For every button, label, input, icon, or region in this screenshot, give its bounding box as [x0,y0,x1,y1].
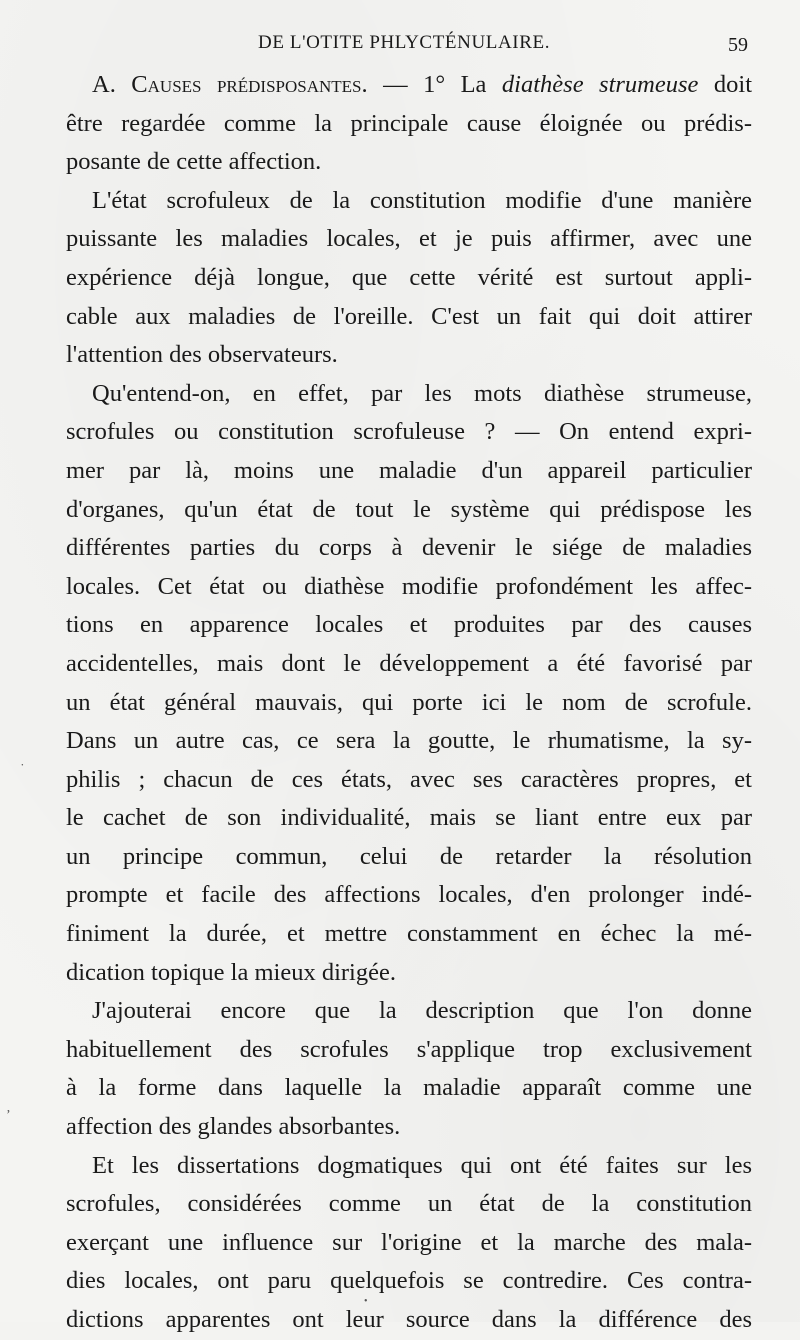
line-segment: — 1° La [367,71,502,98]
text-line: locales. Cet état ou diathèse modifie profondément les affec- [66,572,752,600]
page-number: 59 [728,34,748,56]
text-line: dies locales, ont paru quelquefois se contredire. Ces contra- [66,1267,752,1295]
text-line: L'état scrofuleux de la constitution modifie d'une manière [92,186,752,214]
text-line: Qu'entend-on, en effet, par les mots diathèse strumeuse, [92,379,752,407]
text-line: Et les dissertations dogmatiques qui ont été faites sur les [92,1151,752,1179]
text-line: posante de cette affection. [66,148,322,176]
text-line: Dans un autre cas, ce sera la goutte, le rhumatisme, la sy- [66,727,752,755]
text-line: expérience déjà longue, que cette vérité est surtout appli- [66,263,752,291]
text-line: accidentelles, mais dont le développement a été favorisé par [66,649,752,677]
section-label: A. [92,71,132,98]
text-line: scrofules, considérées comme un état de la constitution [66,1190,752,1218]
text-line: mer par là, moins une maladie d'un appareil particulier [66,456,752,484]
text-line: un état général mauvais, qui porte ici le nom de scrofule. [66,688,752,716]
text-line: cable aux maladies de l'oreille. C'est un fait qui doit attirer [66,302,752,330]
text-line: prompte et facile des affections locales, d'en prolonger indé- [66,881,752,909]
text-line: habituellement des scrofules s'applique trop exclusivement [66,1035,752,1063]
line-segment: doit [698,71,752,98]
text-line: J'ajouterai encore que la description que l'on donne [92,997,752,1025]
text-line: exerçant une influence sur l'origine et la marche des mala- [66,1228,752,1256]
text-line: un principe commun, celui de retarder la résolution [66,842,752,870]
text-line: tions en apparence locales et produites par des causes [66,611,752,639]
margin-speck: ˙ [20,762,25,777]
page-speck: • [364,1296,368,1307]
text-line: différentes parties du corps à devenir le siége de maladies [66,534,752,562]
text-line: dictions apparentes ont leur source dans la différence des [66,1306,752,1333]
text-line [66,66,752,105]
text-line: finiment la durée, et mettre constamment en échec la mé- [66,920,752,948]
running-head [0,30,800,66]
text-line: dication topique la mieux dirigée. [66,958,396,986]
text-body [66,66,752,1340]
text-line: philis ; chacun de ces états, avec ses caractères propres, et [66,765,752,793]
text-line: d'organes, qu'un état de tout le système qui prédispose les [66,495,752,523]
text-line: à la forme dans laquelle la maladie apparaît comme une [66,1074,752,1102]
margin-speck: ʼ [6,1108,11,1123]
running-title: DE L'OTITE PHLYCTÉNULAIRE. [258,32,551,53]
text-line: puissante les maladies locales, et je puis affirmer, avec une [66,225,752,253]
text-line: scrofules ou constitution scrofuleuse ? — On entend expri- [66,418,752,446]
text-line: être regardée comme la principale cause éloignée ou prédis- [66,109,752,137]
section-heading: Causes prédisposantes. [131,71,368,98]
text-line: le cachet de son individualité, mais se liant entre eux par [66,804,752,832]
text-line: l'attention des observateurs. [66,341,338,369]
italic-term: diathèse strumeuse [501,71,699,98]
text-line: affection des glandes absorbantes. [66,1113,401,1141]
